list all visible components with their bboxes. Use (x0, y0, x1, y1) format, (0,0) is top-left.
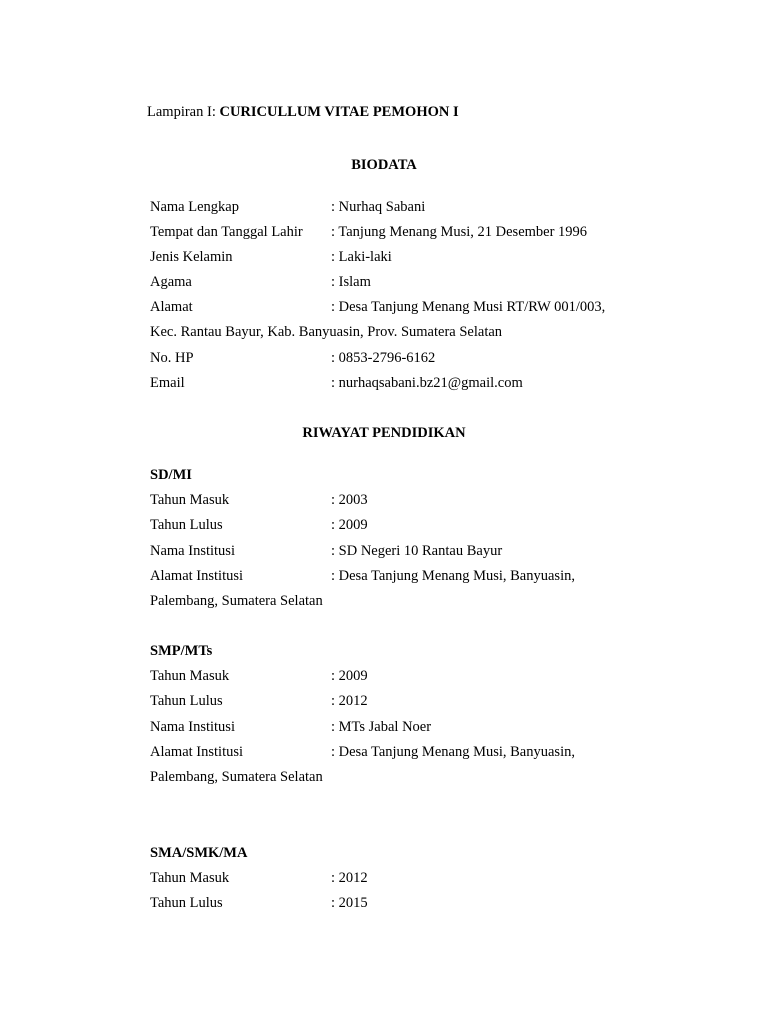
field-label: Email (150, 375, 185, 391)
field-value: : 2015 (331, 895, 368, 911)
section-title-sd: SD/MI (150, 467, 192, 483)
field-value: : SD Negeri 10 Rantau Bayur (331, 543, 503, 559)
field-label: Alamat (150, 299, 193, 315)
field-value: : Tanjung Menang Musi, 21 Desember 1996 (331, 224, 588, 240)
field-value: : 2012 (331, 870, 368, 886)
field-value: : Desa Tanjung Menang Musi RT/RW 001/003, (331, 299, 606, 315)
sd-alamat-continuation: Palembang, Sumatera Selatan (150, 593, 323, 609)
biodata-heading: BIODATA (351, 157, 417, 173)
field-value: : Islam (331, 274, 371, 290)
field-value: : 2009 (331, 517, 368, 533)
smp-alamat-continuation: Palembang, Sumatera Selatan (150, 769, 323, 785)
field-label: Nama Lengkap (150, 199, 239, 215)
field-label: Tahun Masuk (150, 668, 230, 684)
document-header (147, 103, 459, 121)
field-label: Alamat Institusi (150, 568, 244, 584)
header-prefix: Lampiran I: (147, 104, 216, 120)
field-value: : 0853-2796-6162 (331, 350, 436, 366)
field-label: No. HP (150, 350, 194, 366)
field-label: Jenis Kelamin (150, 249, 233, 265)
field-label: Tahun Masuk (150, 492, 230, 508)
document-title: CURICULLUM VITAE PEMOHON I (219, 104, 459, 120)
field-label: Tahun Lulus (150, 517, 223, 533)
field-label: Nama Institusi (150, 543, 235, 559)
field-value: : nurhaqsabani.bz21@gmail.com (331, 375, 523, 391)
field-value: : MTs Jabal Noer (331, 719, 432, 735)
field-label: Tahun Masuk (150, 870, 230, 886)
field-label: Nama Institusi (150, 719, 235, 735)
field-value: : Desa Tanjung Menang Musi, Banyuasin, (331, 568, 575, 584)
field-label: Tahun Lulus (150, 895, 223, 911)
field-label: Alamat Institusi (150, 744, 244, 760)
section-title-sma: SMA/SMK/MA (150, 845, 248, 861)
field-value: : Desa Tanjung Menang Musi, Banyuasin, (331, 744, 575, 760)
section-title-smp: SMP/MTs (150, 643, 213, 659)
field-value: : 2009 (331, 668, 368, 684)
field-value: : Laki-laki (331, 249, 392, 265)
field-label: Tahun Lulus (150, 693, 223, 709)
alamat-continuation: Kec. Rantau Bayur, Kab. Banyuasin, Prov. Sumatera Selatan (150, 324, 503, 340)
field-label: Agama (150, 274, 192, 290)
field-label: Tempat dan Tanggal Lahir (150, 224, 303, 240)
field-value: : 2012 (331, 693, 368, 709)
field-value: : Nurhaq Sabani (331, 199, 426, 215)
pendidikan-heading: RIWAYAT PENDIDIKAN (302, 425, 466, 441)
field-value: : 2003 (331, 492, 368, 508)
